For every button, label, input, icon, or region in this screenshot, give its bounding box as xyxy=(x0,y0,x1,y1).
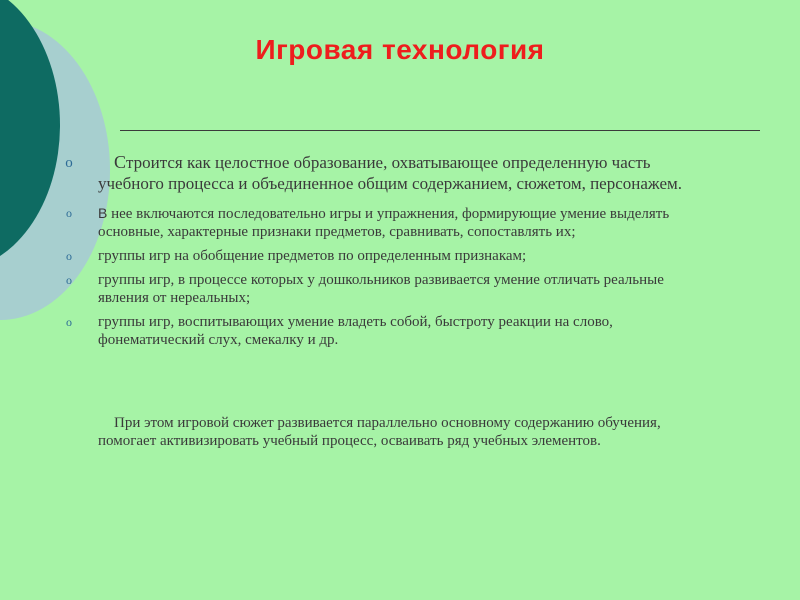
list-item-text: Строится как целостное образование, охватывающее определенную часть учебного процесса и объединенное общим содержанием, сюжетом, персонажем. xyxy=(98,152,682,193)
list-item xyxy=(62,271,702,307)
bullet-icon: o xyxy=(66,206,72,220)
list-item xyxy=(62,247,702,265)
title-divider xyxy=(120,130,760,131)
list-item-text: группы игр, воспитывающих умение владеть собой, быстроту реакции на слово, фонематический слух, смекалку и др. xyxy=(98,314,613,348)
list-item-text: группы игр, в процессе которых у дошкольников развивается умение отличать реальные явления от нереальных; xyxy=(98,272,664,306)
list-item xyxy=(62,152,702,194)
bullet-icon: o xyxy=(66,249,72,263)
list-item-text: группы игр на обобщение предметов по определенным признакам; xyxy=(98,248,527,264)
bullet-icon: o xyxy=(66,273,72,287)
bullet-icon: o xyxy=(65,155,73,171)
list-item xyxy=(62,313,702,349)
bullet-icon: o xyxy=(66,315,72,329)
list-item-text: В нее включаются последовательно игры и упражнения, формирующие умение выделять основные, характерные признаки предметов, сравнивать, сопоставлять их; xyxy=(98,205,670,240)
slide-title: Игровая технология xyxy=(255,34,545,65)
list-item xyxy=(62,204,702,241)
closing-paragraph: При этом игровой сюжет развивается параллельно основному содержанию обучения, помогает активизировать учебный процесс, осваивать ряд учебных элементов. xyxy=(98,415,661,449)
bullet-list xyxy=(62,152,702,355)
